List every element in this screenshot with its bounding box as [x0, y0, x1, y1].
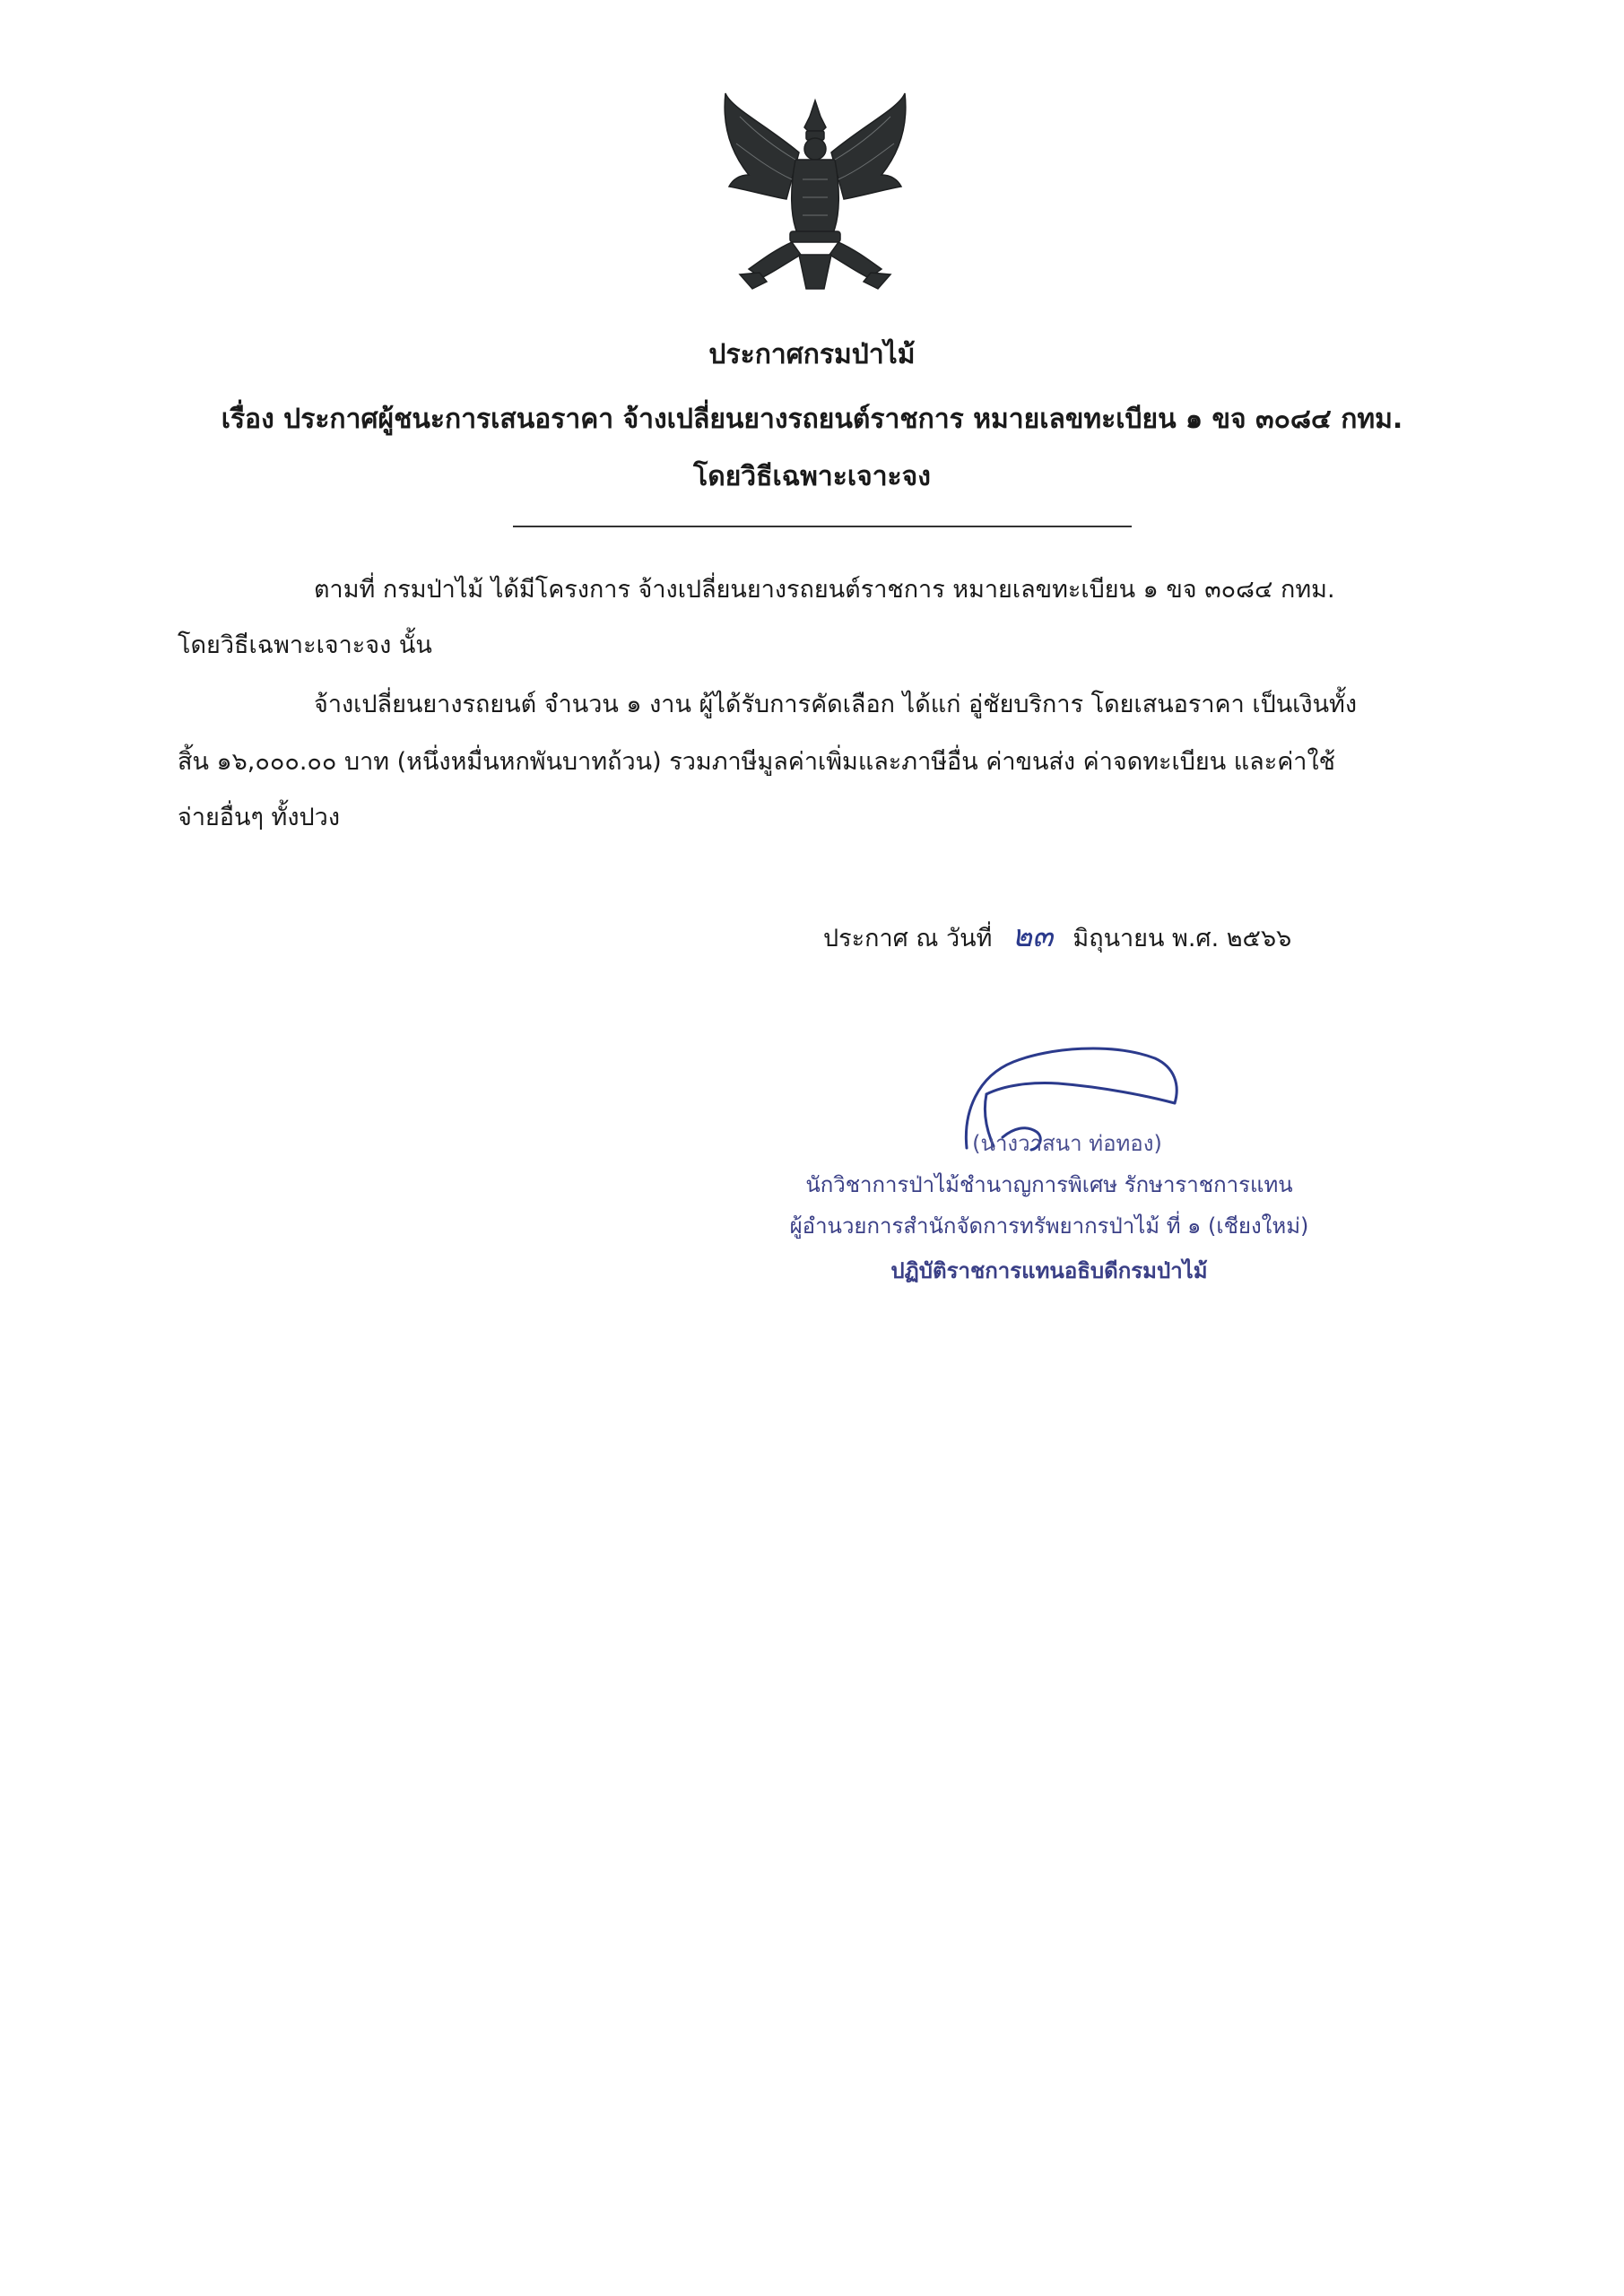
announcement-title: ประกาศกรมป่าไม้: [708, 339, 916, 370]
paragraph-2-line-3: จ่ายอื่นๆ ทั้งปวง: [178, 804, 341, 831]
garuda-emblem: [713, 90, 917, 305]
procurement-method: โดยวิธีเฉพาะเจาะจง: [693, 461, 931, 492]
announcement-date: [823, 917, 1291, 959]
signatory-position-1: นักวิชาการป่าไม้ชำนาญการพิเศษ รักษาราชการแทน: [805, 1172, 1293, 1197]
divider-line: [513, 526, 1132, 527]
date-prefix: ประกาศ ณ วันที่: [823, 925, 993, 952]
paragraph-2-line-1: จ้างเปลี่ยนยางรถยนต์ จำนวน ๑ งาน ผู้ได้รับการคัดเลือก ได้แก่ อู่ชัยบริการ โดยเสนอราคา เป็นเงินทั้ง: [314, 691, 1358, 718]
signatory-position-2: ผู้อำนวยการสำนักจัดการทรัพยากรป่าไม้ ที่ ๑ (เชียงใหม่): [789, 1213, 1309, 1239]
handwritten-day: ๒๓: [1012, 918, 1054, 954]
paragraph-2-line-2: สิ้น ๑๖,๐๐๐.๐๐ บาท (หนึ่งหมื่นหกพันบาทถ้วน) รวมภาษีมูลค่าเพิ่มและภาษีอื่น ค่าขนส่ง ค่าจดทะเบียน และค่าใช้: [178, 748, 1335, 776]
paragraph-1-line-1: ตามที่ กรมป่าไม้ ได้มีโครงการ จ้างเปลี่ยนยางรถยนต์ราชการ หมายเลขทะเบียน ๑ ขจ ๓๐๘๔ กทม.: [314, 576, 1335, 604]
paragraph-1-line-2: โดยวิธีเฉพาะเจาะจง นั้น: [178, 631, 432, 659]
signatory-name: (นางวาสนา ท่อทอง): [972, 1131, 1162, 1156]
date-month-year: มิถุนายน พ.ศ. ๒๕๖๖: [1073, 925, 1292, 952]
announcement-subject: เรื่อง ประกาศผู้ชนะการเสนอราคา จ้างเปลี่ยนยางรถยนต์ราชการ หมายเลขทะเบียน ๑ ขจ ๓๐๘๔ กทม.: [221, 404, 1403, 435]
signatory-position-3: ปฏิบัติราชการแทนอธิบดีกรมป่าไม้: [890, 1258, 1208, 1283]
